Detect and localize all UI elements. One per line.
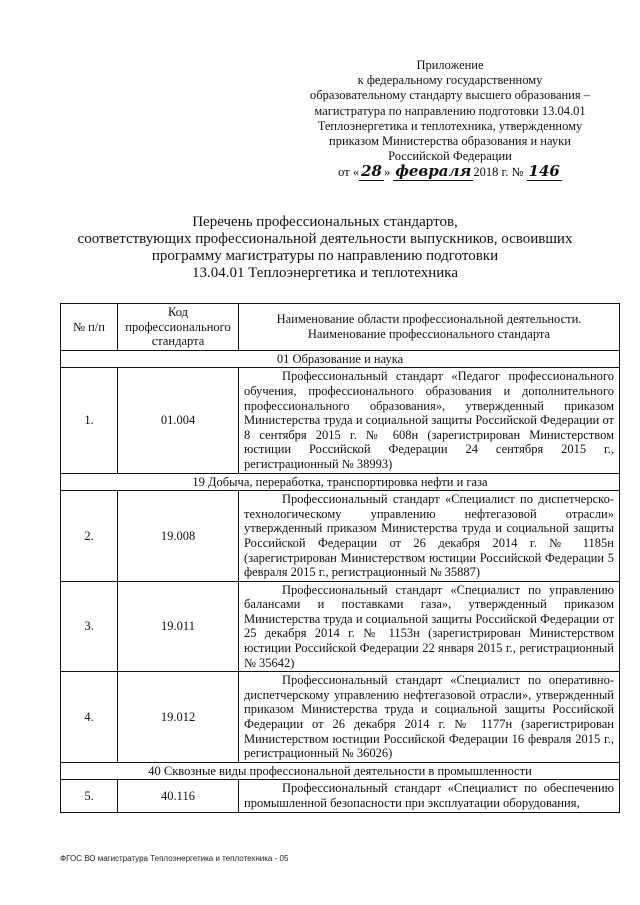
appendix-line: к федеральному государственному — [357, 73, 543, 88]
row-code: 19.011 — [118, 581, 239, 672]
row-code: 19.008 — [118, 491, 239, 582]
appendix-block — [300, 58, 600, 181]
row-text: Профессиональный стандарт «Специалист по диспетчерско-технологическому управлению нефтегазовой отрасли» утвержденный приказом Министерства труда и социальной защиты Российской Федерации от 26 декабря 2014 г. № 1185н (зарегистрирован Министерством юстиции Российской Федерации 5 февраля 2015 г., регистрационный № 35887) — [239, 491, 620, 582]
row-code: 40.116 — [118, 780, 239, 812]
standards-table — [60, 303, 620, 813]
header-num: № п/п — [61, 304, 118, 351]
header-code: Код профессионального стандарта — [118, 304, 239, 351]
table-header-row — [61, 304, 620, 351]
row-text: Профессиональный стандарт «Педагог профессионального обучения, профессионального образования и дополнительного профессионального образования», утвержденный приказом Министерства труда и социальной защиты Российской Федерации от 8 сентября 2015 г. № 608н (зарегистрирован Министерством юстиции Российской Федерации 24 сентября 2015 г., регистрационный № 38993) — [239, 368, 620, 473]
header-name: Наименование области профессиональной деятельности. Наименование профессионального стандарта — [239, 304, 620, 351]
table-row — [61, 672, 620, 763]
section-row — [61, 350, 620, 368]
row-code: 01.004 — [118, 368, 239, 473]
page-footer: ФГОС ВО магистратура Теплоэнергетика и теплотехника - 05 — [60, 854, 289, 863]
section-row — [61, 473, 620, 491]
appendix-line: образовательному стандарту высшего образования – — [309, 88, 590, 103]
table-row — [61, 368, 620, 473]
table-row — [61, 780, 620, 812]
row-num: 5. — [61, 780, 118, 812]
title-line: 13.04.01 Теплоэнергетика и теплотехника — [191, 265, 459, 281]
date-mid: » — [383, 165, 391, 180]
appendix-line: Приложение — [416, 58, 484, 72]
handwritten-day: 28 — [361, 162, 382, 181]
title-line: соответствующих профессиональной деятельности выпускников, освоивших — [77, 231, 573, 247]
appendix-line: магистратура по направлению подготовки 13.04.01 — [314, 103, 586, 118]
order-date-line — [300, 164, 600, 180]
date-year: 2018 г. № — [473, 165, 524, 180]
document-title — [70, 214, 580, 282]
title-line: Перечень профессиональных стандартов, — [192, 214, 458, 230]
row-num: 1. — [61, 368, 118, 473]
row-text: Профессиональный стандарт «Специалист по обеспечению промышленной безопасности при эксплуатации оборудования, — [239, 780, 620, 812]
section-title: 19 Добыча, переработка, транспортировка нефти и газа — [61, 473, 620, 491]
handwritten-order-number: 146 — [528, 162, 560, 181]
row-text: Профессиональный стандарт «Специалист по управлению балансами и поставками газа», утвержденный приказом Министерства труда и социальной защиты Российской Федерации от 25 декабря 2014 г. № 1153н (зарегистрирован Министерством юстиции Российской Федерации 22 января 2015 г., регистрационный № 35642) — [239, 581, 620, 672]
row-text: Профессиональный стандарт «Специалист по оперативно-диспетчерскому управлению нефтегазовой отрасли», утвержденный приказом Министерства труда и социальной защиты Российской Федерации от 26 декабря 2014 г. № 1177н (зарегистрирован Министерством юстиции Российской Федерации 16 февраля 2015 г., регистрационный № 36026) — [239, 672, 620, 763]
date-prefix: от « — [338, 165, 360, 180]
row-num: 4. — [61, 672, 118, 763]
row-num: 3. — [61, 581, 118, 672]
appendix-line: приказом Министерства образования и науки — [329, 134, 571, 149]
table-row — [61, 491, 620, 582]
section-title: 40 Сквозные виды профессиональной деятельности в промышленности — [61, 762, 620, 780]
row-code: 19.012 — [118, 672, 239, 763]
section-row — [61, 762, 620, 780]
title-line: программу магистратуры по направлению подготовки — [151, 248, 499, 264]
section-title: 01 Образование и наука — [61, 350, 620, 368]
row-num: 2. — [61, 491, 118, 582]
table-row — [61, 581, 620, 672]
appendix-line: Теплоэнергетика и теплотехника, утвержденному — [317, 118, 583, 133]
handwritten-month: февраля — [395, 162, 472, 181]
appendix-line: Российской Федерации — [388, 149, 512, 164]
